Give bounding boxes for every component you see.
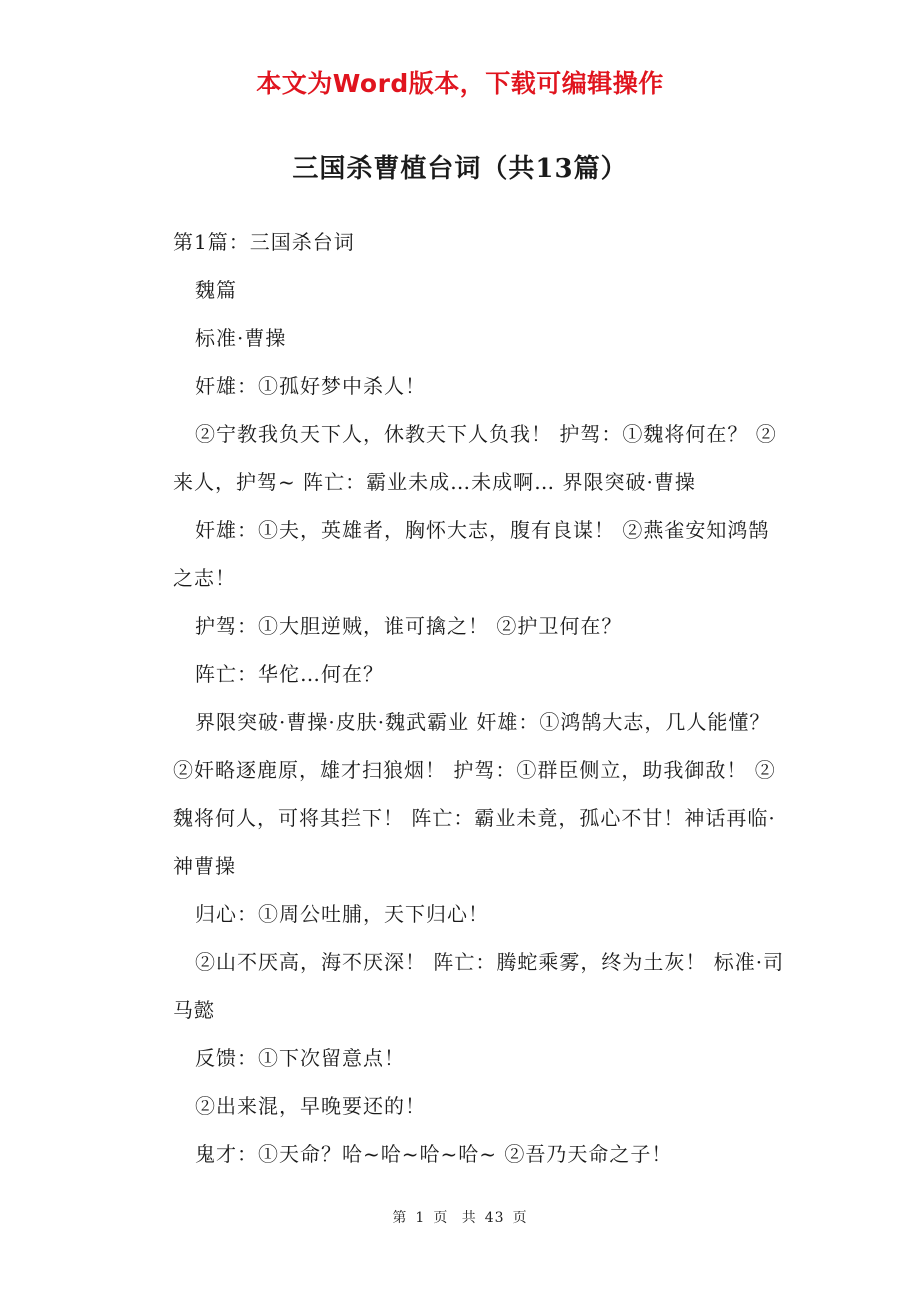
paragraph: 界限突破·曹操·皮肤·魏武霸业 奸雄：①鸿鹄大志，几人能懂？ ②奸略逐鹿原，雄才扫狼烟！ 护驾：①群臣侧立，助我御敌！ ②魏将何人，可将其拦下！ 阵亡：霸业未竟，孤心不甘！神话再临·神曹操 <box>173 710 776 878</box>
paragraph: 奸雄：①夫，英雄者，胸怀大志，腹有良谋！ ②燕雀安知鸿鹄之志！ <box>173 518 770 590</box>
total-unit: 页 <box>512 1210 528 1226</box>
page-number: 1 <box>415 1210 426 1226</box>
paragraph: 反馈：①下次留意点！ <box>195 1046 405 1070</box>
paragraph: ②宁教我负天下人，休教天下人负我！ 护驾：①魏将何在？ ②来人，护驾~ 阵亡：霸业未成…未成啊… 界限突破·曹操 <box>173 422 777 494</box>
page-unit: 页 <box>433 1210 449 1226</box>
paragraph: 归心：①周公吐脯，天下归心！ <box>195 902 489 926</box>
document-body <box>173 218 788 1178</box>
paragraph: ②山不厌高，海不厌深！ 阵亡：腾蛇乘雾，终为土灰！ 标准·司马懿 <box>173 950 785 1022</box>
paragraph: 阵亡：华佗…何在？ <box>195 662 384 686</box>
paragraph: 护驾：①大胆逆贼，谁可擒之！ ②护卫何在？ <box>195 614 623 638</box>
document-title: 三国杀曹植台词（共13篇） <box>292 154 628 184</box>
paragraph: ②出来混，早晚要还的！ <box>195 1094 426 1118</box>
page-prefix: 第 <box>392 1210 408 1226</box>
total-prefix: 共 <box>461 1210 477 1226</box>
word-version-banner: 本文为Word版本，下载可编辑操作 <box>256 69 664 98</box>
paragraph: 第1篇：三国杀台词 <box>173 230 355 254</box>
paragraph: 魏篇 <box>195 278 237 302</box>
paragraph: 标准·曹操 <box>195 326 287 350</box>
paragraph: 鬼才：①天命？哈~哈~哈~哈~ ②吾乃天命之子！ <box>195 1142 673 1166</box>
paragraph: 奸雄：①孤好梦中杀人！ <box>195 374 426 398</box>
total-pages: 43 <box>484 1210 505 1226</box>
page-footer <box>0 1207 920 1227</box>
